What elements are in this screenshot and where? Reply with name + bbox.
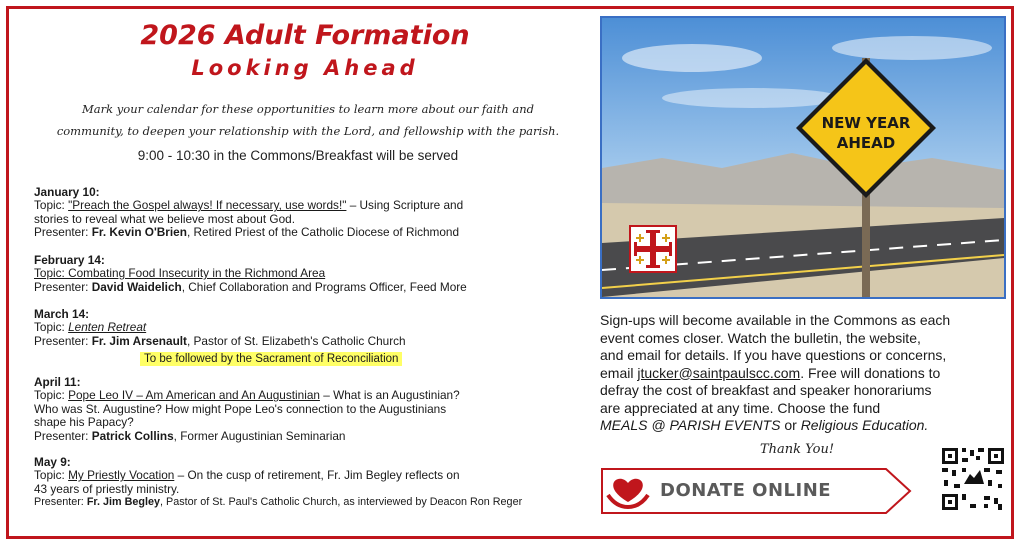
event-presenter: Presenter: Fr. Kevin O'Brien, Retired Priest of the Catholic Diocese of Richmond xyxy=(34,225,460,240)
event-date: April 11: xyxy=(34,375,81,389)
event-april xyxy=(34,376,574,443)
event-date: May 9: xyxy=(34,455,71,469)
new-year-ahead-photo xyxy=(600,16,1006,299)
fund-options: MEALS @ PARISH EVENTS or Religious Education. xyxy=(600,417,929,433)
event-date: March 14: xyxy=(34,307,90,321)
sign-line-1: NEW YEAR xyxy=(821,114,911,132)
intro-line-1: Mark your calendar for these opportunities to learn more about our faith and xyxy=(82,102,534,116)
event-topic: Topic: My Priestly Vocation – On the cusp of retirement, Fr. Jim Begley reflects on xyxy=(34,468,460,483)
signups-line: are appreciated at any time. Choose the fund xyxy=(600,399,881,416)
event-topic-cont: stories to reveal what we believe most about God. xyxy=(34,211,295,226)
road-sign-illustration xyxy=(602,18,1004,297)
page-subtitle: Looking Ahead xyxy=(191,56,419,80)
signups-line: event comes closer. Watch the bulletin, the website, xyxy=(600,329,921,346)
topic-link[interactable]: Pope Leo IV – Am American and An Augustinian xyxy=(68,388,320,403)
intro-line-2: community, to deepen your relationship with the Lord, and fellowship with the parish. xyxy=(56,124,560,138)
event-presenter: Presenter: Patrick Collins, Former Augustinian Seminarian xyxy=(34,428,346,443)
event-topic-cont: Who was St. Augustine? How might Pope Leo's connection to the Augustinians xyxy=(34,401,447,416)
signups-line: Sign-ups will become available in the Commons as each xyxy=(600,312,951,328)
event-topic-cont: shape his Papacy? xyxy=(34,415,134,430)
reconciliation-note: To be followed by the Sacrament of Reconciliation xyxy=(140,352,402,366)
signups-paragraph xyxy=(600,312,1005,435)
topic-link[interactable]: Topic: Combating Food Insecurity in the Richmond Area xyxy=(34,266,326,281)
donate-label[interactable]: DONATE ONLINE xyxy=(660,480,832,501)
event-date: February 14: xyxy=(34,253,105,267)
event-february xyxy=(34,254,574,294)
event-march xyxy=(34,308,574,348)
event-topic-cont: 43 years of priestly ministry. xyxy=(34,481,180,496)
signups-line: defray the cost of breakfast and speaker honorariums xyxy=(600,382,932,398)
intro-text xyxy=(38,98,578,142)
jerusalem-cross-logo xyxy=(630,226,676,272)
session-time: 9:00 - 10:30 in the Commons/Breakfast will be served xyxy=(137,148,459,163)
event-topic: Topic: "Preach the Gospel always! If necessary, use words!" – Using Scripture and xyxy=(34,198,464,213)
topic-link[interactable]: Lenten Retreat xyxy=(68,320,147,335)
event-may xyxy=(34,456,574,510)
qr-code xyxy=(940,446,1006,512)
topic-link[interactable]: "Preach the Gospel always! If necessary, use words!" xyxy=(68,198,347,213)
signups-line: email jtucker@saintpaulscc.com. Free will donations to xyxy=(600,364,941,381)
signups-line: and email for details. If you have questions or concerns, xyxy=(600,347,947,363)
event-presenter: Presenter: Fr. Jim Arsenault, Pastor of St. Elizabeth's Catholic Church xyxy=(34,333,406,348)
topic-link[interactable]: My Priestly Vocation xyxy=(68,468,175,483)
event-topic: Topic: Lenten Retreat xyxy=(34,320,147,335)
event-date: January 10: xyxy=(34,185,100,199)
contact-email-link[interactable]: jtucker@saintpaulscc.com xyxy=(637,364,801,381)
event-presenter: Presenter: Fr. Jim Begley, Pastor of St. Paul's Catholic Church, as interviewed by Deacon Ron Reger xyxy=(34,496,523,509)
event-january xyxy=(34,186,574,240)
event-topic: Topic: Pope Leo IV – Am American and An Augustinian – What is an Augustinian? xyxy=(34,388,460,403)
sign-line-2: AHEAD xyxy=(836,134,896,152)
event-presenter: Presenter: David Waidelich, Chief Collaboration and Programs Officer, Feed More xyxy=(34,279,467,294)
page-title: 2026 Adult Formation xyxy=(140,20,470,51)
thank-you-text: Thank You! xyxy=(760,442,835,457)
